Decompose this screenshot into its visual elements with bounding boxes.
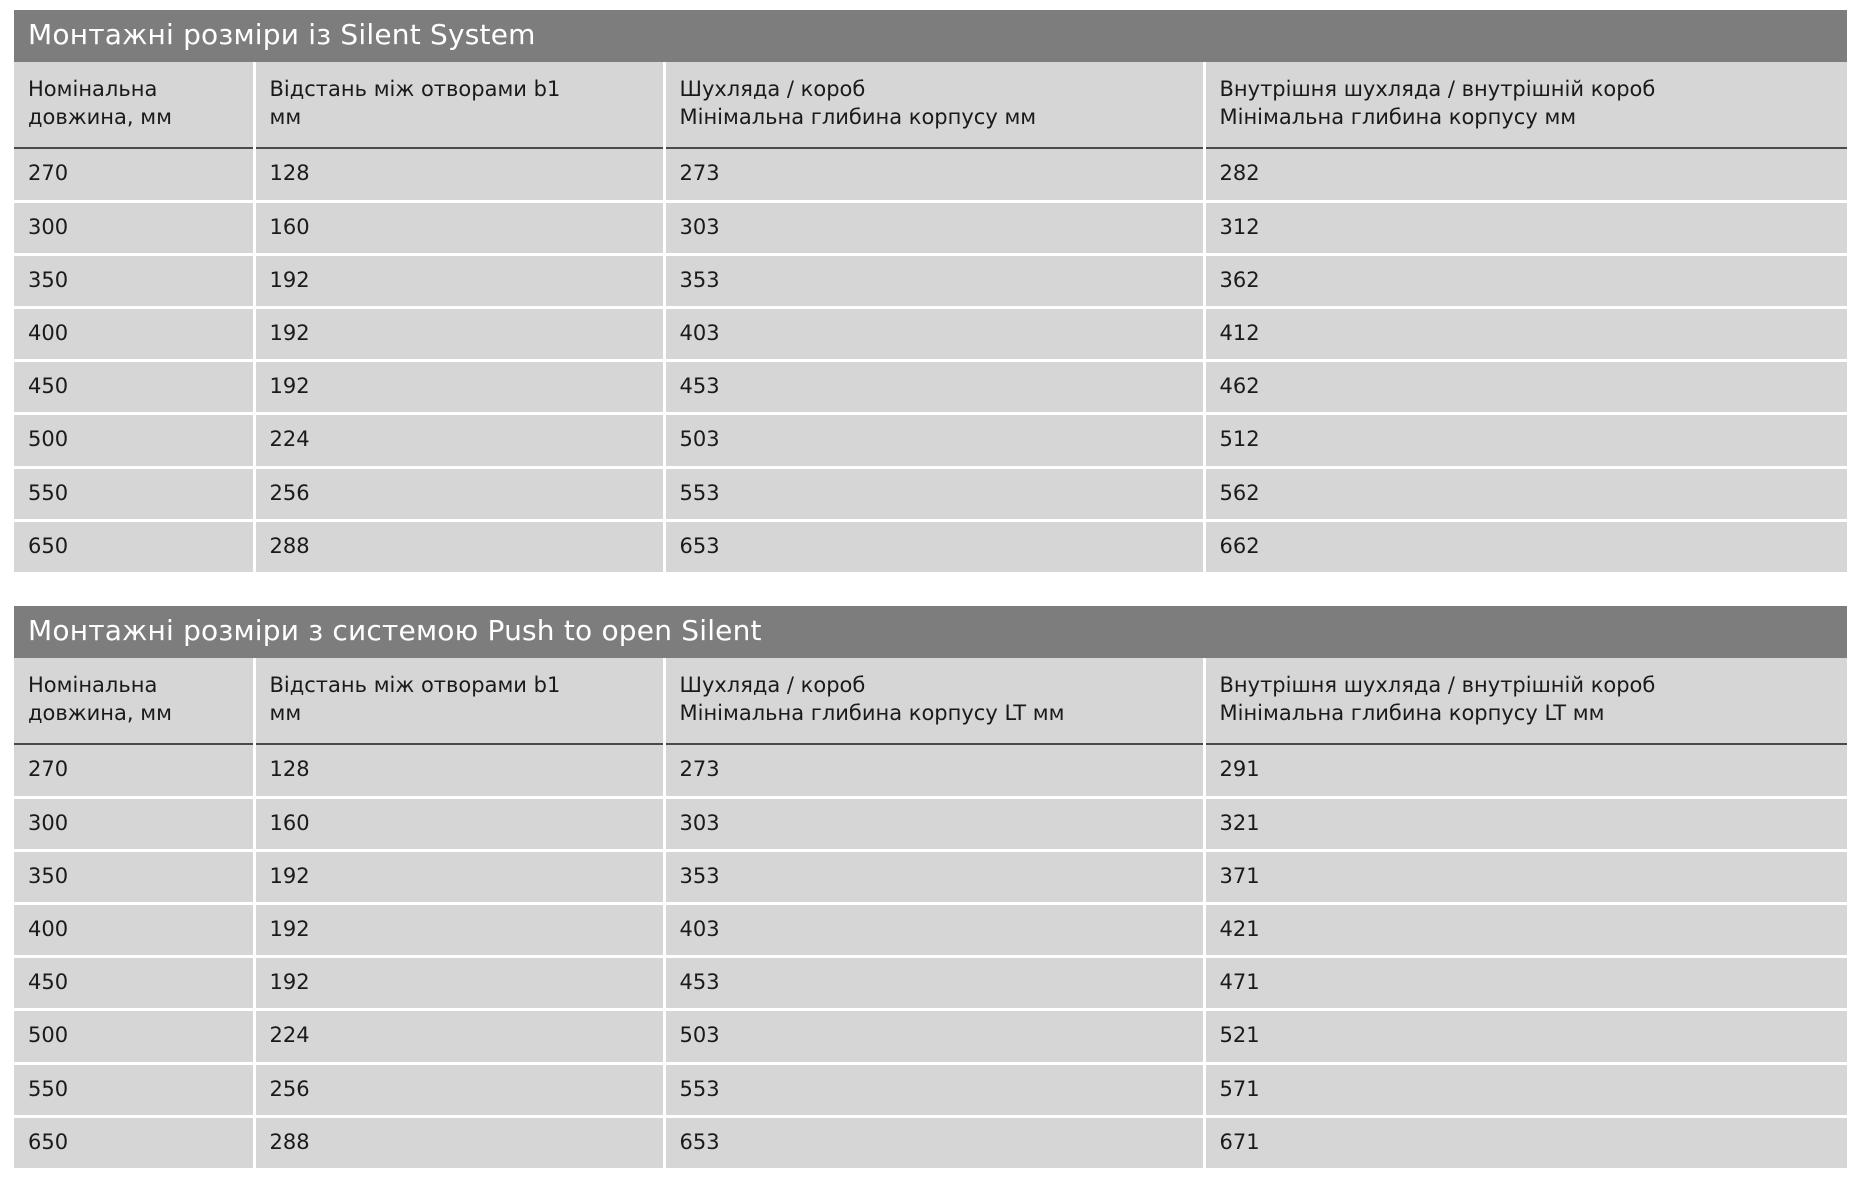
cell-nominal-length: 350 bbox=[14, 850, 254, 903]
cell-nominal-length: 270 bbox=[14, 148, 254, 201]
table-row bbox=[14, 467, 1847, 520]
cell-inner-drawer-depth: 462 bbox=[1204, 361, 1847, 414]
table-row bbox=[14, 903, 1847, 956]
table-row bbox=[14, 520, 1847, 572]
cell-hole-distance: 224 bbox=[254, 1010, 664, 1063]
cell-inner-drawer-depth: 471 bbox=[1204, 957, 1847, 1010]
table-row bbox=[14, 308, 1847, 361]
cell-hole-distance: 256 bbox=[254, 1063, 664, 1116]
cell-inner-drawer-depth: 571 bbox=[1204, 1063, 1847, 1116]
column-header-inner-drawer: Внутрішня шухляда / внутрішній короб Мінімальна глибина корпусу LT мм bbox=[1204, 658, 1847, 744]
cell-drawer-depth: 273 bbox=[664, 744, 1204, 797]
table-row bbox=[14, 957, 1847, 1010]
cell-nominal-length: 650 bbox=[14, 520, 254, 572]
cell-hole-distance: 192 bbox=[254, 957, 664, 1010]
cell-nominal-length: 300 bbox=[14, 201, 254, 254]
table-block-push-to-open-silent bbox=[14, 606, 1847, 1168]
cell-hole-distance: 192 bbox=[254, 903, 664, 956]
cell-nominal-length: 450 bbox=[14, 957, 254, 1010]
cell-inner-drawer-depth: 282 bbox=[1204, 148, 1847, 201]
cell-drawer-depth: 403 bbox=[664, 903, 1204, 956]
cell-nominal-length: 270 bbox=[14, 744, 254, 797]
cell-nominal-length: 350 bbox=[14, 254, 254, 307]
column-header-drawer: Шухляда / короб Мінімальна глибина корпусу LT мм bbox=[664, 658, 1204, 744]
cell-nominal-length: 550 bbox=[14, 467, 254, 520]
cell-hole-distance: 224 bbox=[254, 414, 664, 467]
table-row bbox=[14, 201, 1847, 254]
cell-drawer-depth: 453 bbox=[664, 361, 1204, 414]
cell-drawer-depth: 653 bbox=[664, 1116, 1204, 1168]
cell-inner-drawer-depth: 291 bbox=[1204, 744, 1847, 797]
cell-drawer-depth: 353 bbox=[664, 254, 1204, 307]
cell-hole-distance: 288 bbox=[254, 1116, 664, 1168]
table-row bbox=[14, 1010, 1847, 1063]
cell-nominal-length: 450 bbox=[14, 361, 254, 414]
table-row bbox=[14, 148, 1847, 201]
cell-hole-distance: 192 bbox=[254, 254, 664, 307]
column-header-nominal-length: Номінальна довжина, мм bbox=[14, 658, 254, 744]
column-header-hole-distance: Відстань між отворами b1 мм bbox=[254, 62, 664, 148]
cell-inner-drawer-depth: 362 bbox=[1204, 254, 1847, 307]
column-header-inner-drawer: Внутрішня шухляда / внутрішній короб Мінімальна глибина корпусу мм bbox=[1204, 62, 1847, 148]
cell-inner-drawer-depth: 671 bbox=[1204, 1116, 1847, 1168]
cell-drawer-depth: 303 bbox=[664, 201, 1204, 254]
column-header-nominal-length: Номінальна довжина, мм bbox=[14, 62, 254, 148]
cell-inner-drawer-depth: 371 bbox=[1204, 850, 1847, 903]
cell-nominal-length: 400 bbox=[14, 308, 254, 361]
cell-inner-drawer-depth: 662 bbox=[1204, 520, 1847, 572]
cell-inner-drawer-depth: 512 bbox=[1204, 414, 1847, 467]
table-row bbox=[14, 744, 1847, 797]
cell-inner-drawer-depth: 321 bbox=[1204, 797, 1847, 850]
table-block-silent-system bbox=[14, 10, 1847, 572]
cell-drawer-depth: 553 bbox=[664, 467, 1204, 520]
cell-inner-drawer-depth: 312 bbox=[1204, 201, 1847, 254]
table-row bbox=[14, 850, 1847, 903]
dimensions-table bbox=[14, 658, 1847, 1168]
table-header-row bbox=[14, 62, 1847, 148]
cell-drawer-depth: 303 bbox=[664, 797, 1204, 850]
cell-nominal-length: 500 bbox=[14, 1010, 254, 1063]
table-row bbox=[14, 797, 1847, 850]
cell-drawer-depth: 553 bbox=[664, 1063, 1204, 1116]
cell-drawer-depth: 353 bbox=[664, 850, 1204, 903]
cell-drawer-depth: 503 bbox=[664, 414, 1204, 467]
cell-drawer-depth: 273 bbox=[664, 148, 1204, 201]
table-title: Монтажні розміри із Silent System bbox=[14, 10, 1847, 62]
cell-inner-drawer-depth: 421 bbox=[1204, 903, 1847, 956]
cell-nominal-length: 550 bbox=[14, 1063, 254, 1116]
cell-nominal-length: 650 bbox=[14, 1116, 254, 1168]
cell-hole-distance: 192 bbox=[254, 850, 664, 903]
cell-hole-distance: 192 bbox=[254, 361, 664, 414]
table-title: Монтажні розміри з системою Push to open Silent bbox=[14, 606, 1847, 658]
cell-drawer-depth: 653 bbox=[664, 520, 1204, 572]
column-header-hole-distance: Відстань між отворами b1 мм bbox=[254, 658, 664, 744]
cell-hole-distance: 192 bbox=[254, 308, 664, 361]
cell-nominal-length: 400 bbox=[14, 903, 254, 956]
cell-inner-drawer-depth: 521 bbox=[1204, 1010, 1847, 1063]
column-header-drawer: Шухляда / короб Мінімальна глибина корпусу мм bbox=[664, 62, 1204, 148]
table-row bbox=[14, 1063, 1847, 1116]
cell-inner-drawer-depth: 412 bbox=[1204, 308, 1847, 361]
table-row bbox=[14, 361, 1847, 414]
table-row bbox=[14, 254, 1847, 307]
cell-hole-distance: 160 bbox=[254, 797, 664, 850]
cell-hole-distance: 288 bbox=[254, 520, 664, 572]
table-header-row bbox=[14, 658, 1847, 744]
cell-hole-distance: 128 bbox=[254, 744, 664, 797]
cell-hole-distance: 128 bbox=[254, 148, 664, 201]
cell-drawer-depth: 453 bbox=[664, 957, 1204, 1010]
cell-nominal-length: 300 bbox=[14, 797, 254, 850]
table-row bbox=[14, 1116, 1847, 1168]
table-row bbox=[14, 414, 1847, 467]
cell-nominal-length: 500 bbox=[14, 414, 254, 467]
cell-inner-drawer-depth: 562 bbox=[1204, 467, 1847, 520]
cell-drawer-depth: 503 bbox=[664, 1010, 1204, 1063]
cell-drawer-depth: 403 bbox=[664, 308, 1204, 361]
dimensions-table bbox=[14, 62, 1847, 572]
cell-hole-distance: 160 bbox=[254, 201, 664, 254]
cell-hole-distance: 256 bbox=[254, 467, 664, 520]
